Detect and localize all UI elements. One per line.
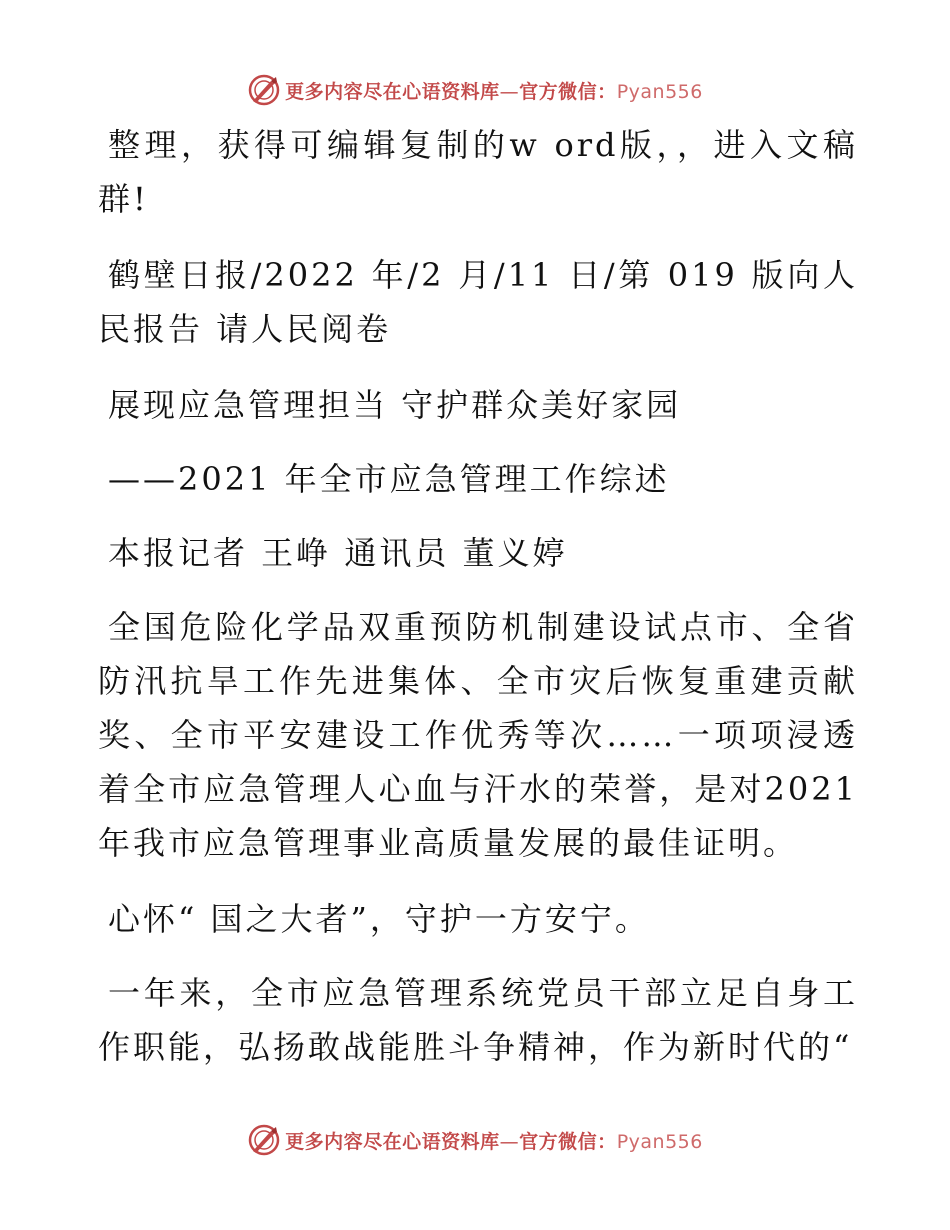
watermark-separator: — xyxy=(499,1130,520,1153)
watermark-site-text: 更多内容尽在心语资料库 xyxy=(285,80,500,103)
document-body xyxy=(98,118,858,1096)
header-watermark xyxy=(0,70,950,110)
watermark-account: Pyan556 xyxy=(616,1130,703,1153)
watermark-text xyxy=(285,1127,703,1154)
footer-watermark xyxy=(0,1120,950,1160)
watermark-official-label: 官方微信： xyxy=(519,80,617,103)
section-heading: 心怀“ 国之大者”，守护一方安宁。 xyxy=(108,900,650,938)
article-title: 展现应急管理担当 守护群众美好家园 xyxy=(108,386,682,424)
article-byline: 本报记者 王峥 通讯员 董义婷 xyxy=(108,534,568,572)
quill-seal-icon xyxy=(247,73,281,107)
watermark-text xyxy=(285,77,703,104)
watermark-site-text: 更多内容尽在心语资料库 xyxy=(285,1130,500,1153)
watermark-official-label: 官方微信： xyxy=(519,1130,617,1153)
article-subtitle: ——2021 年全市应急管理工作综述 xyxy=(108,460,670,498)
paragraph-body: 一年来，全市应急管理系统党员干部立足自身工作职能，弘扬敢战能胜斗争精神，作为新时代的“ xyxy=(98,974,858,1066)
paragraph-source: 鹤壁日报/2022 年/2 月/11 日/第 019 版向人民报告 请人民阅卷 xyxy=(98,256,858,348)
quill-seal-icon xyxy=(247,1123,281,1157)
watermark-account: Pyan556 xyxy=(616,80,703,103)
paragraph-intro: 整理，获得可编辑复制的w ord版，，进入文稿群! xyxy=(98,126,858,218)
watermark-separator: — xyxy=(499,80,520,103)
paragraph-honors: 全国危险化学品双重预防机制建设试点市、全省防汛抗旱工作先进集体、全市灾后恢复重建贡献奖、全市平安建设工作优秀等次……一项项浸透着全市应急管理人心血与汗水的荣誉，是对2021 年我市应急管理事业高质量发展的最佳证明。 xyxy=(98,608,858,862)
